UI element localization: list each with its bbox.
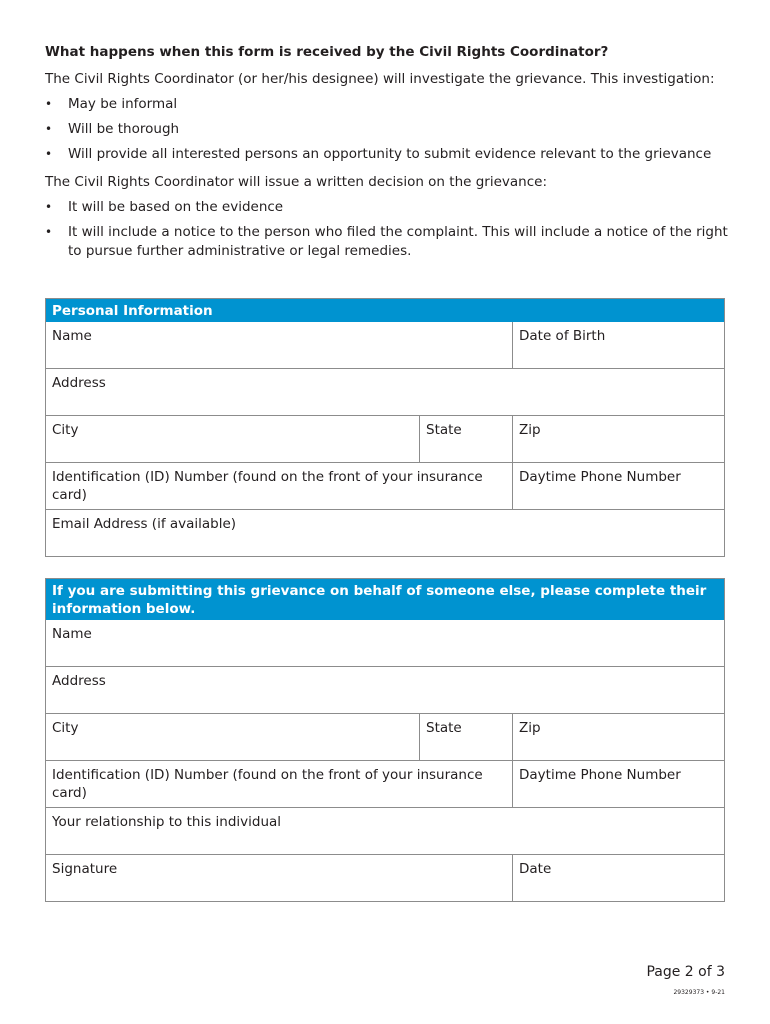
date-field[interactable]	[512, 855, 724, 901]
behalf-name-label: Name	[52, 626, 92, 642]
list-item: • Will provide all interested persons an opportunity to submit evidence relevant to the grievance	[45, 145, 735, 164]
decision-list	[45, 198, 735, 261]
behalf-information-section	[45, 578, 725, 902]
form-row	[46, 713, 724, 760]
state-field[interactable]	[419, 416, 512, 462]
relationship-label: Your relationship to this individual	[52, 814, 282, 830]
address-field[interactable]	[46, 369, 724, 415]
date-of-birth-label: Date of Birth	[519, 328, 606, 344]
date-of-birth-field[interactable]	[512, 322, 724, 368]
behalf-zip-field[interactable]	[512, 714, 724, 760]
city-label: City	[52, 422, 79, 438]
behalf-state-label: State	[426, 720, 462, 736]
form-row	[46, 666, 724, 713]
signature-label: Signature	[52, 861, 118, 877]
form-row	[46, 322, 724, 368]
behalf-city-field[interactable]	[46, 714, 419, 760]
form-row	[46, 462, 724, 509]
behalf-name-field[interactable]	[46, 620, 724, 666]
intro-paragraph-decision: The Civil Rights Coordinator will issue a written decision on the grievance:	[45, 174, 547, 190]
personal-information-section	[45, 298, 725, 557]
behalf-information-header: If you are submitting this grievance on behalf of someone else, please complete their information below.	[46, 579, 724, 620]
list-item: • It will be based on the evidence	[45, 198, 735, 217]
form-row	[46, 854, 724, 901]
list-item: • Will be thorough	[45, 120, 735, 139]
signature-field[interactable]	[46, 855, 512, 901]
intro-section	[45, 43, 735, 270]
city-field[interactable]	[46, 416, 419, 462]
intro-heading: What happens when this form is received by the Civil Rights Coordinator?	[45, 44, 609, 60]
behalf-address-field[interactable]	[46, 667, 724, 713]
form-row	[46, 807, 724, 854]
list-item: • It will include a notice to the person who filed the complaint. This will include a notice of the right to pursue further administrative or legal remedies.	[45, 223, 735, 261]
behalf-id-number-label: Identification (ID) Number (found on the front of your insurance card)	[52, 767, 483, 801]
address-label: Address	[52, 375, 106, 391]
form-row	[46, 415, 724, 462]
email-label: Email Address (if available)	[52, 516, 237, 532]
investigation-list	[45, 95, 735, 164]
form-row	[46, 760, 724, 807]
daytime-phone-label: Daytime Phone Number	[519, 469, 681, 485]
form-row	[46, 368, 724, 415]
name-field[interactable]	[46, 322, 512, 368]
state-label: State	[426, 422, 462, 438]
id-number-field[interactable]	[46, 463, 512, 509]
list-item: • May be informal	[45, 95, 735, 114]
email-field[interactable]	[46, 510, 724, 556]
date-label: Date	[519, 861, 552, 877]
relationship-field[interactable]	[46, 808, 724, 854]
behalf-id-number-field[interactable]	[46, 761, 512, 807]
form-row	[46, 509, 724, 556]
document-code: 29329373 • 9-21	[673, 989, 725, 996]
intro-paragraph-investigation: The Civil Rights Coordinator (or her/his designee) will investigate the grievance. This investigation:	[45, 71, 715, 87]
behalf-city-label: City	[52, 720, 79, 736]
behalf-daytime-phone-label: Daytime Phone Number	[519, 767, 681, 783]
daytime-phone-field[interactable]	[512, 463, 724, 509]
behalf-address-label: Address	[52, 673, 106, 689]
zip-label: Zip	[519, 422, 541, 438]
id-number-label: Identification (ID) Number (found on the front of your insurance card)	[52, 469, 483, 503]
name-label: Name	[52, 328, 92, 344]
personal-information-header: Personal Information	[46, 299, 724, 322]
form-row	[46, 620, 724, 666]
behalf-daytime-phone-field[interactable]	[512, 761, 724, 807]
zip-field[interactable]	[512, 416, 724, 462]
page-number: Page 2 of 3	[646, 964, 725, 980]
behalf-zip-label: Zip	[519, 720, 541, 736]
behalf-state-field[interactable]	[419, 714, 512, 760]
